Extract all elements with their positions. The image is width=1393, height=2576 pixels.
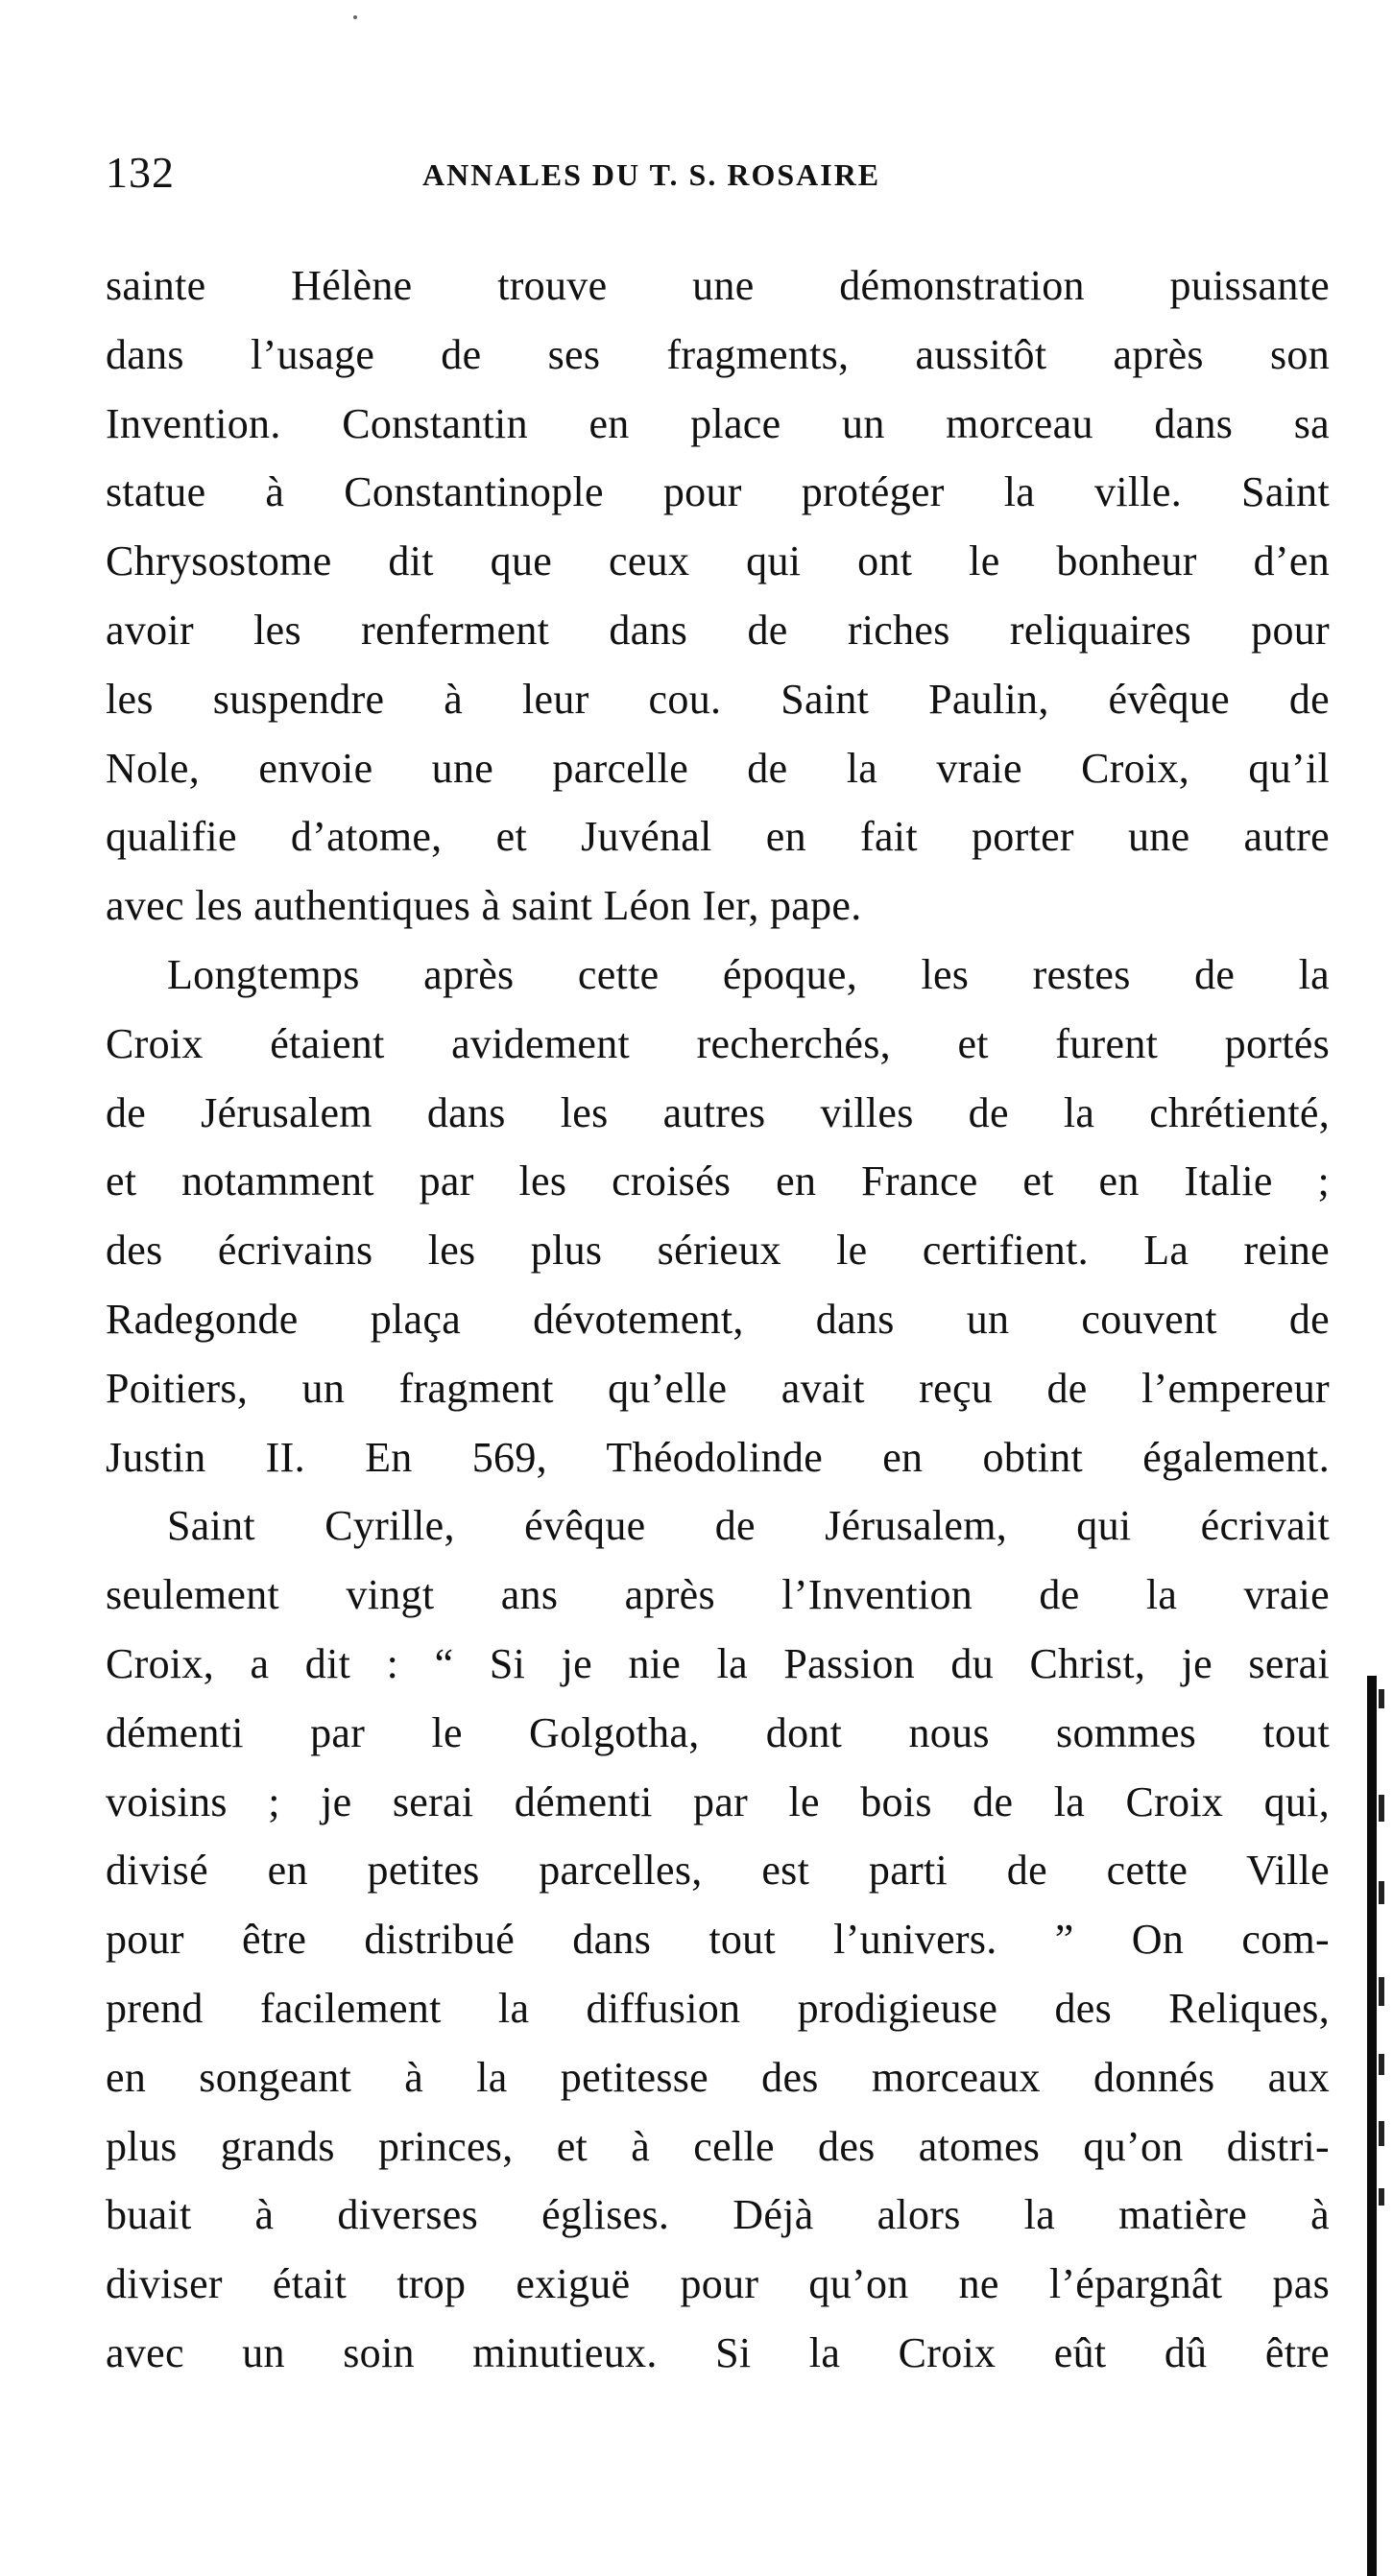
bleed-mark: [1379, 1795, 1384, 1822]
paragraph-1: [106, 251, 1330, 941]
text-line: et notamment par les croisés en France et en Italie ;: [106, 1157, 1330, 1205]
text-line: démenti par le Golgotha, dont nous sommes tout: [106, 1708, 1330, 1756]
bleed-mark: [1379, 1689, 1384, 1708]
text-line: dans l’usage de ses fragments, aussitôt après son: [106, 330, 1330, 378]
adjacent-page-bleed-marks: [1379, 1689, 1393, 2265]
text-line: pour être distribué dans tout l’univers. ” On com-: [106, 1916, 1330, 1964]
text-line: sainte Hélène trouve une démonstration puissante: [106, 262, 1330, 309]
text-line: qualifie d’atome, et Juvénal en fait porter une autre: [106, 813, 1330, 861]
text-line: plus grands princes, et à celle des atomes qu’on distri-: [106, 2122, 1330, 2170]
text-line: Invention. Constantin en place un morceau dans sa: [106, 399, 1330, 447]
text-line: Radegonde plaça dévotement, dans un couvent de: [106, 1295, 1330, 1343]
text-line: Saint Cyrille, évêque de Jérusalem, qui écrivait: [167, 1502, 1330, 1550]
text-line: avec un soin minutieux. Si la Croix eût dû être: [106, 2328, 1330, 2376]
running-title: ANNALES DU T. S. ROSAIRE: [422, 157, 881, 192]
text-line: prend facilement la diffusion prodigieuse des Reliques,: [106, 1984, 1330, 2032]
text-line: seulement vingt ans après l’Invention de la vraie: [106, 1571, 1330, 1619]
text-line: statue à Constantinople pour protéger la ville. Saint: [106, 468, 1330, 516]
text-line: Croix, a dit : “ Si je nie la Passion du Christ, je serai: [106, 1639, 1330, 1687]
paragraph-2: [106, 941, 1330, 1491]
bleed-mark: [1379, 2121, 1384, 2146]
text-line: Croix étaient avidement recherchés, et furent portés: [106, 1019, 1330, 1067]
text-line: en songeant à la petitesse des morceaux donnés aux: [106, 2053, 1330, 2101]
bleed-mark: [1379, 1977, 1384, 2006]
paragraph-3: [106, 1491, 1330, 2387]
bleed-mark: [1379, 2054, 1384, 2075]
text-line: avoir les renferment dans de riches reliquaires pour: [106, 606, 1330, 654]
page-number: 132: [106, 148, 175, 197]
bleed-mark: [1379, 2188, 1384, 2206]
adjacent-page-edge: [1367, 1676, 1377, 2576]
text-line: les suspendre à leur cou. Saint Paulin, évêque de: [106, 675, 1330, 723]
text-line: Justin II. En 569, Théodolinde en obtint également.: [106, 1433, 1330, 1481]
text-line: buait à diverses églises. Déjà alors la matière à: [106, 2191, 1330, 2239]
text-line: Longtemps après cette époque, les restes de la: [167, 950, 1330, 998]
text-line: Chrysostome dit que ceux qui ont le bonheur d’en: [106, 537, 1330, 585]
text-line: diviser était trop exiguë pour qu’on ne l’épargnât pas: [106, 2260, 1330, 2308]
page-header: [106, 144, 1334, 202]
text-line: des écrivains les plus sérieux le certifient. La reine: [106, 1227, 1330, 1275]
ink-speck: [353, 15, 357, 19]
body-text: [106, 251, 1330, 2388]
text-line: de Jérusalem dans les autres villes de la chrétienté,: [106, 1088, 1330, 1136]
text-line: divisé en petites parcelles, est parti de cette Ville: [106, 1847, 1330, 1895]
text-line: voisins ; je serai démenti par le bois de la Croix qui,: [106, 1777, 1330, 1825]
text-line: avec les authentiques à saint Léon Ier, pape.: [106, 882, 862, 930]
bleed-mark: [1379, 1881, 1384, 1904]
text-line: Nole, envoie une parcelle de la vraie Croix, qu’il: [106, 744, 1330, 792]
text-line: Poitiers, un fragment qu’elle avait reçu de l’empereur: [106, 1364, 1330, 1412]
